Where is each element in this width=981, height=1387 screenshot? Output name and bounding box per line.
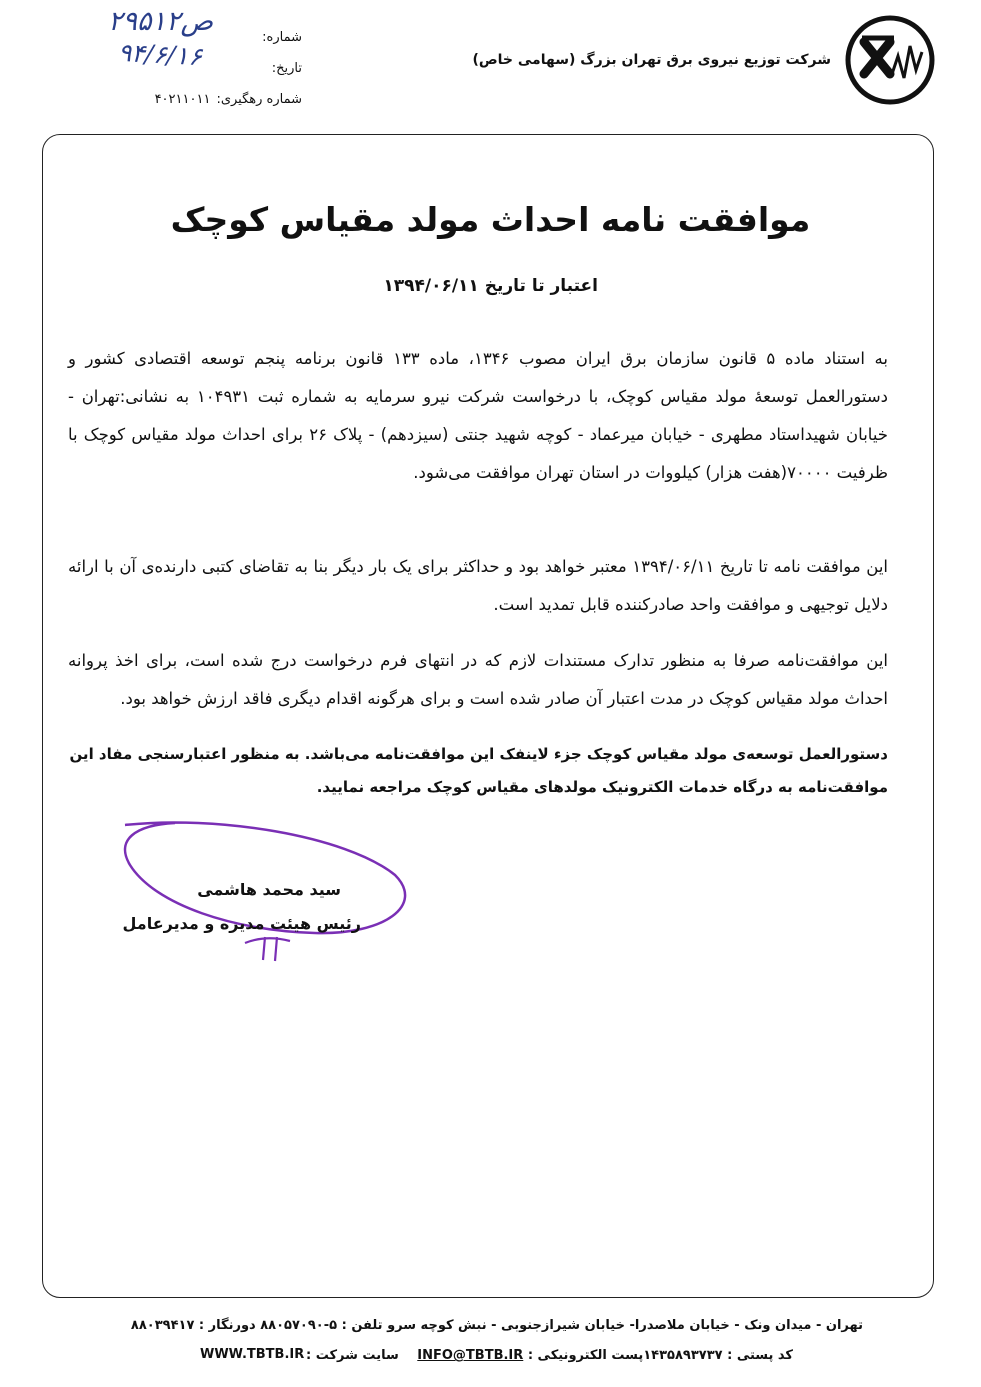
handwritten-date: ۹۴/۶/۱۶	[117, 37, 203, 72]
signer-title: رئیس هیئت مدیره و مدیرعامل	[122, 914, 361, 933]
signer-name: سید محمد هاشمی	[197, 880, 341, 899]
footer-postal	[306, 1348, 793, 1363]
number-label: شماره:	[262, 30, 302, 45]
footer-postal-text: کد پستی : ۱۴۳۵۸۹۳۷۳۷پست الکترونیکی :	[527, 1348, 793, 1363]
date-label: تاریخ:	[271, 61, 302, 76]
footer-email-link[interactable]: INFO@TBTB.IR	[417, 1348, 524, 1363]
footer-site-link[interactable]: WWW.TBTB.IR	[200, 1347, 305, 1362]
paragraph-purpose: این موافقت‌نامه صرفا به منظور تدارک مستندات لازم که در انتهای فرم درخواست درج شده است، برای اخذ پروانه احداث مولد مقیاس کوچک در مدت اعتبار آن صادر شده است و برای هرگونه اقدام دیگری فاقد ارزش خواهد بود.	[68, 651, 888, 708]
bold-note: دستورالعمل توسعه‌ی مولد مقیاس کوچک جزء لاینفک این موافقت‌نامه می‌باشد. به منظور اعتبارسنجی مفاد این موافقت‌نامه به درگاه خدمات الکترونیک مولدهای مقیاس کوچک مراجعه نمایید.	[69, 745, 888, 796]
footer-address: تهران - میدان ونک - خیابان ملاصدرا- خیابان شیرازجنوبی - نبش کوچه سرو تلفن : ۵-۸۸۰۵۷۰۹۰ دورنگار : ۸۸۰۳۹۴۱۷	[130, 1318, 863, 1333]
validity-date: اعتبار تا تاریخ ۱۳۹۴/۰۶/۱۱	[383, 276, 598, 296]
paragraph-validity: این موافقت نامه تا تاریخ ۱۳۹۴/۰۶/۱۱ معتبر خواهد بود و حداکثر برای یک بار دیگر بنا به تقاضای کتبی دارنده‌ی آن با ارائه دلایل توجیهی و موافقت واحد صادرکننده قابل تمدید است.	[68, 557, 888, 614]
footer-site-label: سایت شرکت :	[305, 1348, 399, 1363]
document-title: موافقت نامه احداث مولد مقیاس کوچک	[170, 200, 811, 239]
company-logo-icon	[842, 12, 938, 108]
company-name: شرکت توزیع نیروی برق تهران بزرگ (سهامی خاص)	[472, 52, 831, 68]
tracking-value: ۴۰۲۱۱۰۱۱	[154, 92, 211, 107]
handwritten-number: ۲۹۵۱۲ص	[108, 6, 214, 37]
tracking-label: شماره رهگیری:	[216, 92, 302, 107]
paragraph-approval: به استناد ماده ۵ قانون سازمان برق ایران مصوب ۱۳۴۶، ماده ۱۳۳ قانون برنامه پنجم توسعه اقتصادی کشور و دستورالعمل توسعهٔ مولد مقیاس کوچک، با درخواست شرکت نیرو سرمایه به شماره ثبت ۱۰۴۹۳۱ به نشانی:تهران - خیابان شهیداستاد مطهری - خیابان میرعماد - کوچه شهید جنتی (سیزدهم) - پلاک ۲۶ برای احداث مولد مقیاس کوچک با ظرفیت ۷۰۰۰۰(هفت هزار) کیلووات در استان تهران موافقت می‌شود.	[68, 349, 889, 482]
